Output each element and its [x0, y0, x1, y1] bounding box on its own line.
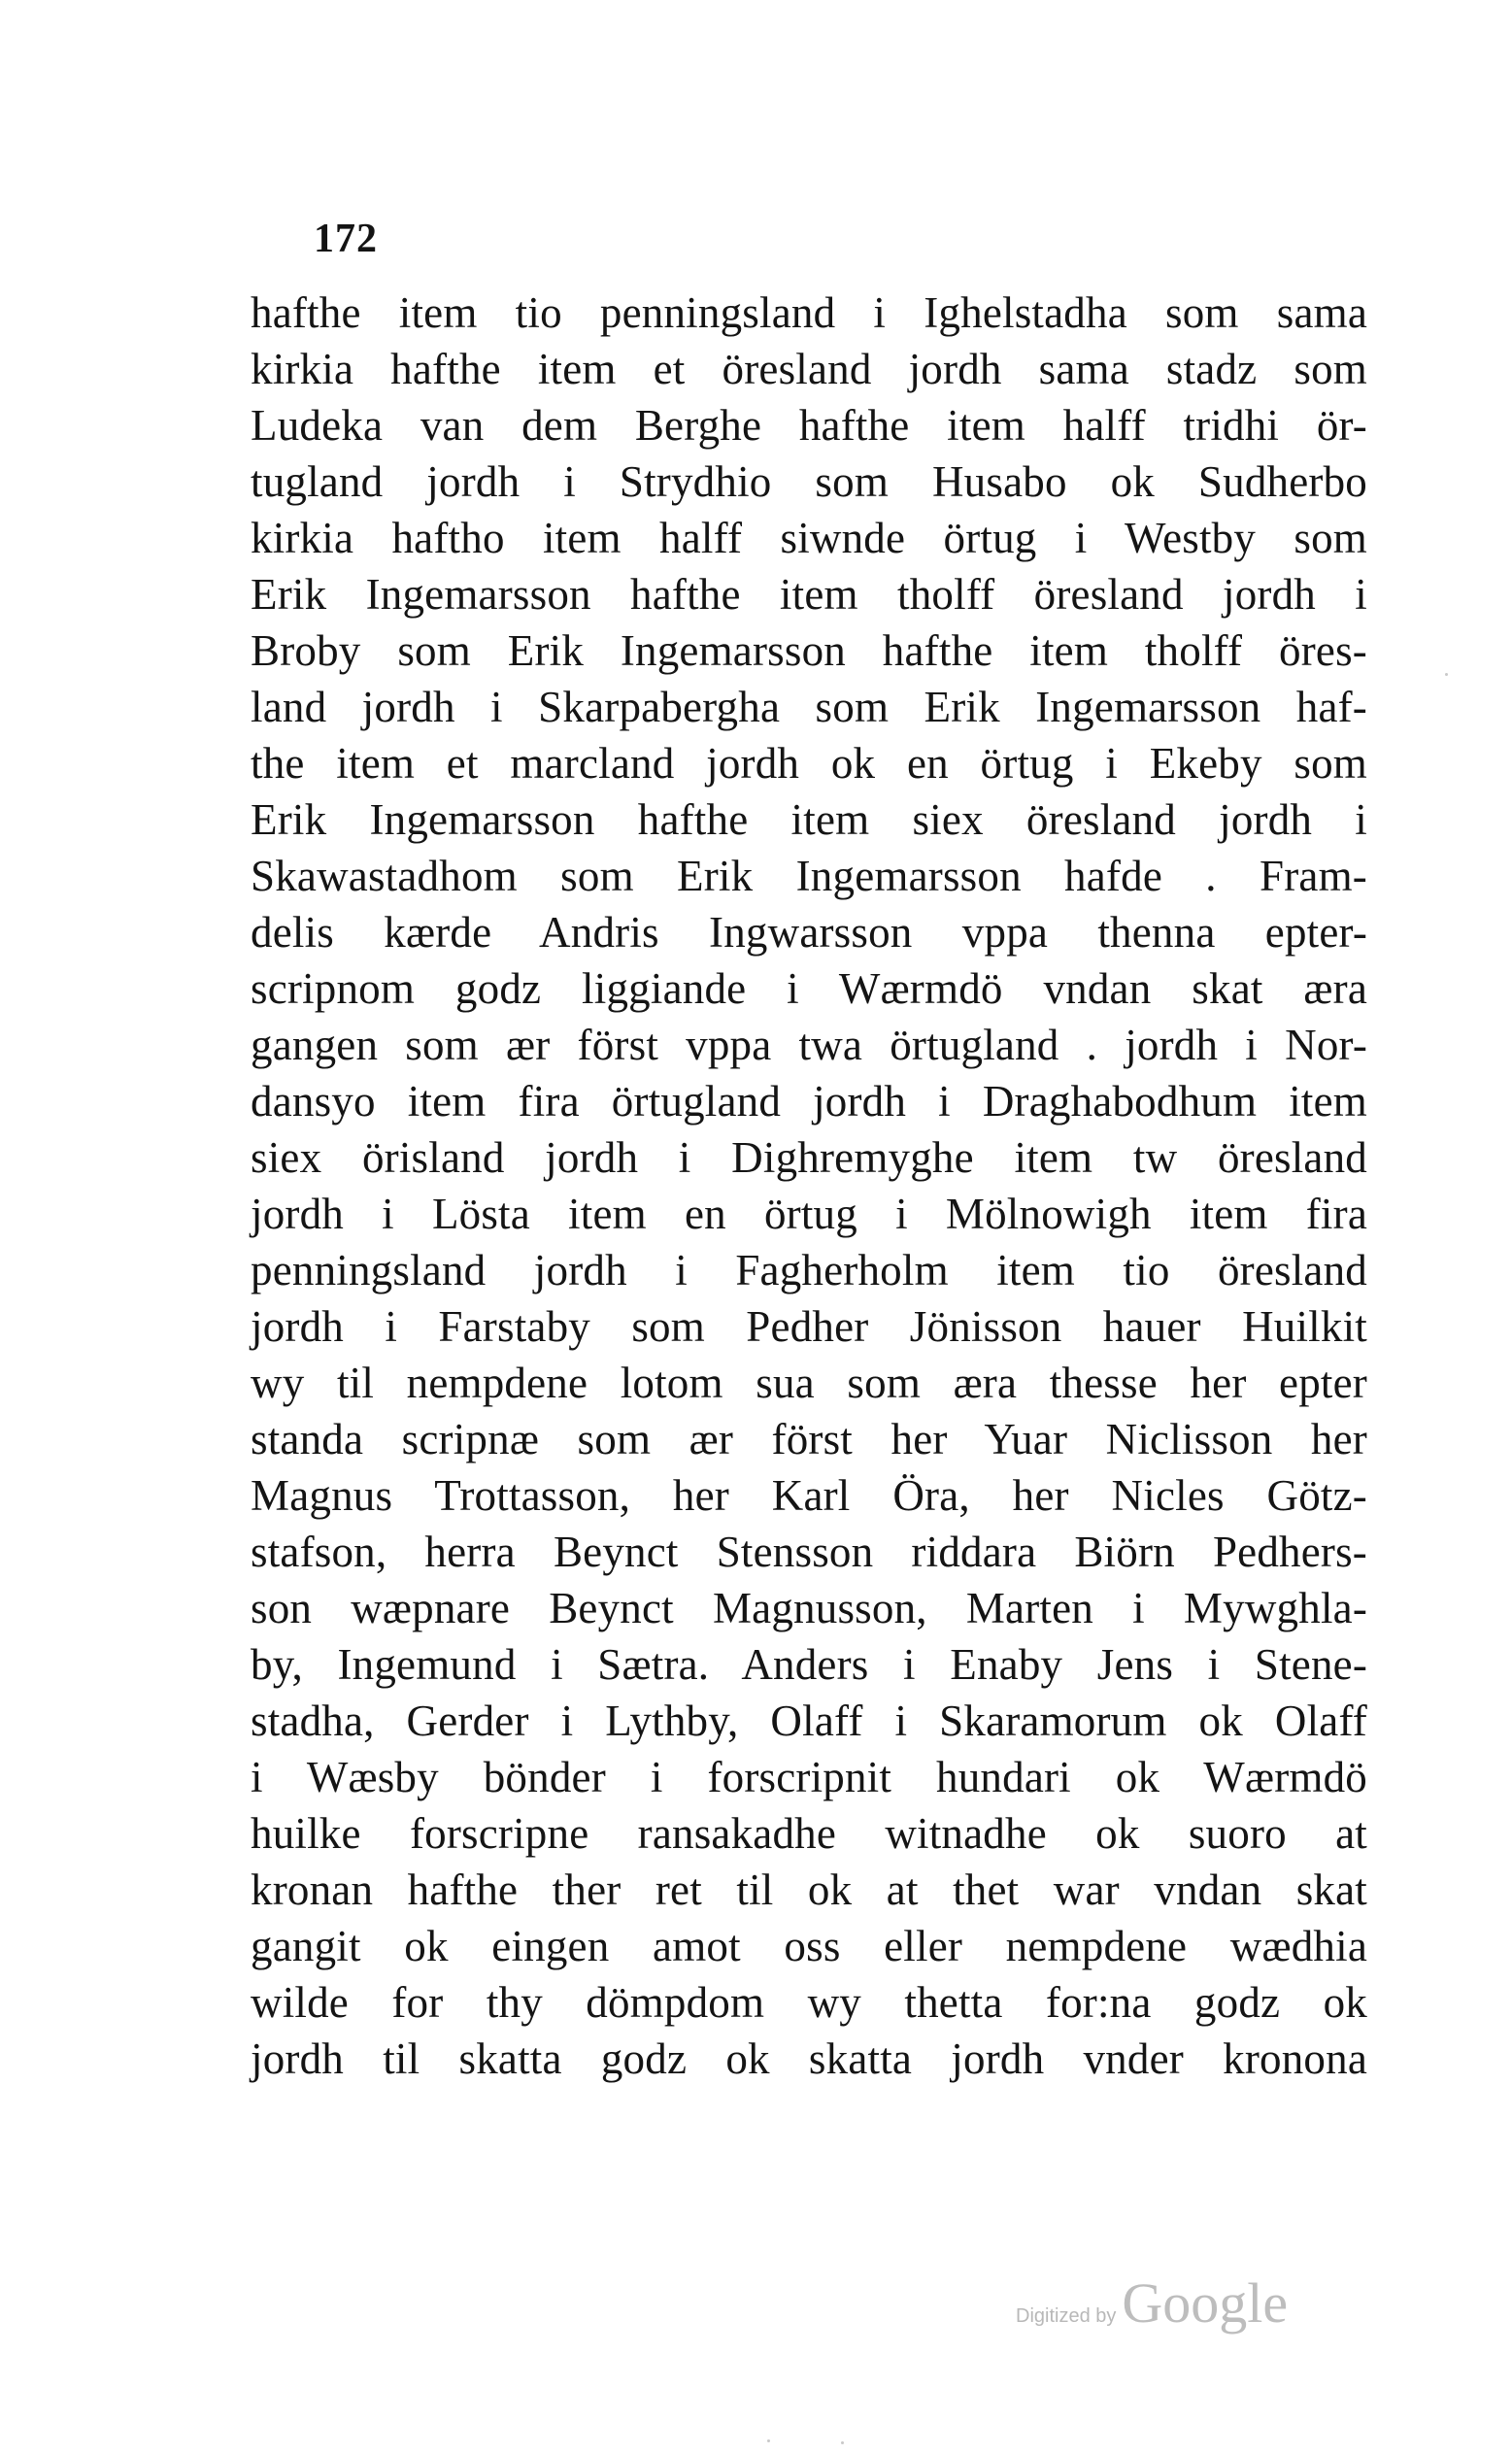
text-line: penningsland jordh i Fagherholm item tio öresland: [251, 1246, 1367, 1294]
text-line: hafthe item tio penningsland i Ighelstadha som sama: [251, 288, 1367, 337]
text-line: Magnus Trottasson, her Karl Öra, her Nicles Götz-: [251, 1471, 1367, 1520]
text-line: huilke forscripne ransakadhe witnadhe ok suoro at: [251, 1809, 1367, 1858]
text-line: kirkia hafthe item et öresland jordh sama stadz som: [251, 345, 1367, 393]
text-line: jordh i Lösta item en örtug i Mölnowigh item fira: [251, 1190, 1367, 1238]
text-line: stafson, herra Beynct Stensson riddara Biörn Pedhers-: [251, 1528, 1367, 1576]
text-line: Broby som Erik Ingemarsson hafthe item tholff öres-: [251, 626, 1367, 675]
text-line: jordh til skatta godz ok skatta jordh vnder kronona: [251, 2034, 1367, 2083]
text-line: Erik Ingemarsson hafthe item siex öresland jordh i: [251, 795, 1367, 844]
watermark-prefix: Digitized by: [1016, 2305, 1117, 2327]
text-line: land jordh i Skarpabergha som Erik Ingemarsson haf-: [251, 683, 1367, 731]
text-line: by, Ingemund i Sætra. Anders i Enaby Jens i Stene-: [251, 1640, 1367, 1689]
text-line: kirkia haftho item halff siwnde örtug i Westby som: [251, 514, 1367, 562]
text-line: Skawastadhom som Erik Ingemarsson hafde . Fram-: [251, 852, 1367, 900]
text-line: the item et marcland jordh ok en örtug i Ekeby som: [251, 739, 1367, 788]
digitized-by-google-watermark: [1016, 2270, 1288, 2336]
text-line: i Wæsby bönder i forscripnit hundari ok Wærmdö: [251, 1753, 1367, 1801]
google-logo: Google: [1122, 2271, 1289, 2335]
text-line: Ludeka van dem Berghe hafthe item halff tridhi ör-: [251, 401, 1367, 450]
page-number: 172: [314, 217, 378, 261]
text-line: kronan hafthe ther ret til ok at thet war vndan skat: [251, 1866, 1367, 1914]
text-line: wilde for thy dömpdom wy thetta for:na godz ok: [251, 1978, 1367, 2027]
text-line: gangen som ær först vppa twa örtugland . jordh i Nor-: [251, 1021, 1367, 1069]
text-line: tugland jordh i Strydhio som Husabo ok Sudherbo: [251, 457, 1367, 506]
text-line: gangit ok eingen amot oss eller nempdene wædhia: [251, 1922, 1367, 1970]
text-line: dansyo item fira örtugland jordh i Draghabodhum item: [251, 1077, 1367, 1126]
text-line: siex örisland jordh i Dighremyghe item tw öresland: [251, 1133, 1367, 1182]
text-line: delis kærde Andris Ingwarsson vppa thenna epter-: [251, 908, 1367, 957]
scan-speck: [767, 2439, 770, 2442]
scan-speck: [841, 2441, 844, 2444]
text-line: Erik Ingemarsson hafthe item tholff öresland jordh i: [251, 570, 1367, 619]
text-line: wy til nempdene lotom sua som æra thesse her epter: [251, 1359, 1367, 1407]
text-line: standa scripnæ som ær först her Yuar Niclisson her: [251, 1415, 1367, 1463]
text-line: son wæpnare Beynct Magnusson, Marten i Mywghla-: [251, 1584, 1367, 1632]
text-line: jordh i Farstaby som Pedher Jönisson hauer Huilkit: [251, 1302, 1367, 1351]
text-line: scripnom godz liggiande i Wærmdö vndan skat æra: [251, 964, 1367, 1013]
scan-speck: [1445, 673, 1448, 676]
text-line: stadha, Gerder i Lythby, Olaff i Skaramorum ok Olaff: [251, 1697, 1367, 1745]
body-text: [251, 285, 1367, 2087]
